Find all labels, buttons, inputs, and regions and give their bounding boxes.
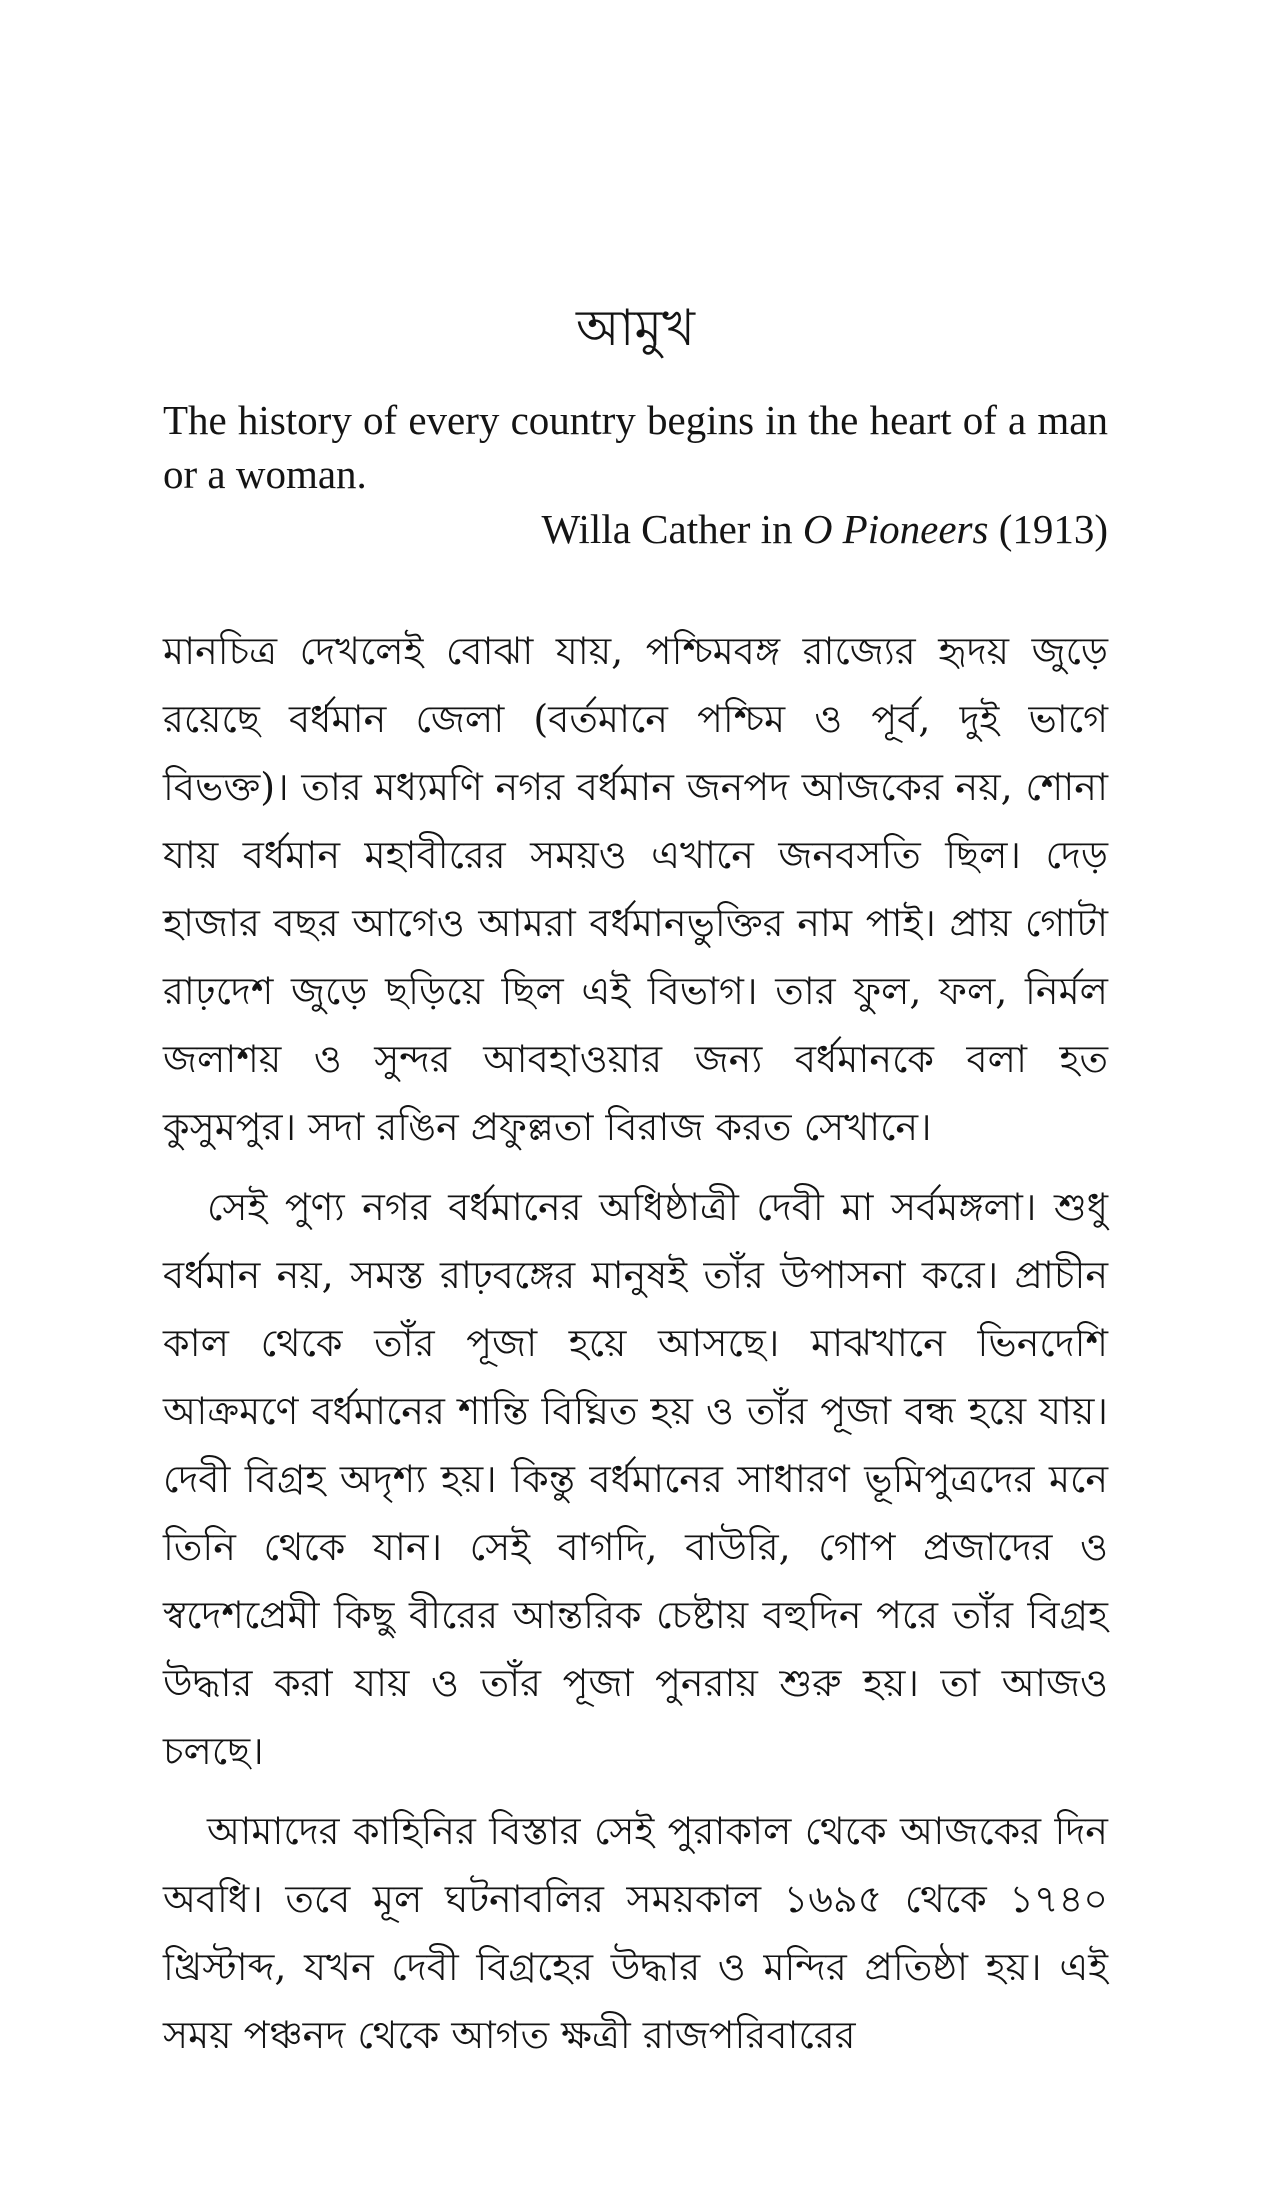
epigraph-author: Willa Cather in [541, 506, 793, 552]
epigraph-attribution [163, 501, 1108, 557]
body-paragraph-1: মানচিত্র দেখলেই বোঝা যায়, পশ্চিমবঙ্গ রাজ্যের হৃদয় জুড়ে রয়েছে বর্ধমান জেলা (বর্তমানে পশ্চিম ও পূর্ব, দুই ভাগে বিভক্ত)। তার মধ্যমণি নগর বর্ধমান জনপদ আজকের নয়, শোনা যায় বর্ধমান মহাবীরের সময়ও এখানে জনবসতি ছিল। দেড় হাজার বছর আগেও আমরা বর্ধমানভুক্তির নাম পাই। প্রায় গোটা রাঢ়দেশ জুড়ে ছড়িয়ে ছিল এই বিভাগ। তার ফুল, ফল, নির্মল জলাশয় ও সুন্দর আবহাওয়ার জন্য বর্ধমানকে বলা হত কুসুমপুর। সদা রঙিন প্রফুল্লতা বিরাজ করত সেখানে। [163, 629, 1108, 1149]
epigraph-book-title: O Pioneers [802, 506, 989, 552]
body-paragraph-2: সেই পুণ্য নগর বর্ধমানের অধিষ্ঠাত্রী দেবী মা সর্বমঙ্গলা। শুধু বর্ধমান নয়, সমস্ত রাঢ়বঙ্গের মানুষই তাঁর উপাসনা করে। প্রাচীন কাল থেকে তাঁর পূজা হয়ে আসছে। মাঝখানে ভিনদেশি আক্রমণে বর্ধমানের শান্তি বিঘ্নিত হয় ও তাঁর পূজা বন্ধ হয়ে যায়। দেবী বিগ্রহ অদৃশ্য হয়। কিন্তু বর্ধমানের সাধারণ ভূমিপুত্রদের মনে তিনি থেকে যান। সেই বাগদি, বাউরি, গোপ প্রজাদের ও স্বদেশপ্রেমী কিছু বীরের আন্তরিক চেষ্টায় বহুদিন পরে তাঁর বিগ্রহ উদ্ধার করা যায় ও তাঁর পূজা পুনরায় শুরু হয়। তা আজও চলছে। [163, 1185, 1108, 1773]
page-content [163, 283, 1108, 2081]
chapter-heading: আমুখ [576, 299, 695, 357]
epigraph-year: (1913) [998, 506, 1108, 552]
epigraph-quote: The history of every country begins in the heart of a man or a woman. [163, 397, 1108, 497]
body-paragraph-3: আমাদের কাহিনির বিস্তার সেই পুরাকাল থেকে আজকের দিন অবধি। তবে মূল ঘটনাবলির সময়কাল ১৬৯৫ থেকে ১৭৪০ খ্রিস্টাব্দ, যখন দেবী বিগ্রহের উদ্ধার ও মন্দির প্রতিষ্ঠা হয়। এই সময় পঞ্চনদ থেকে আগত ক্ষত্রী রাজপরিবারের [163, 1809, 1108, 2057]
